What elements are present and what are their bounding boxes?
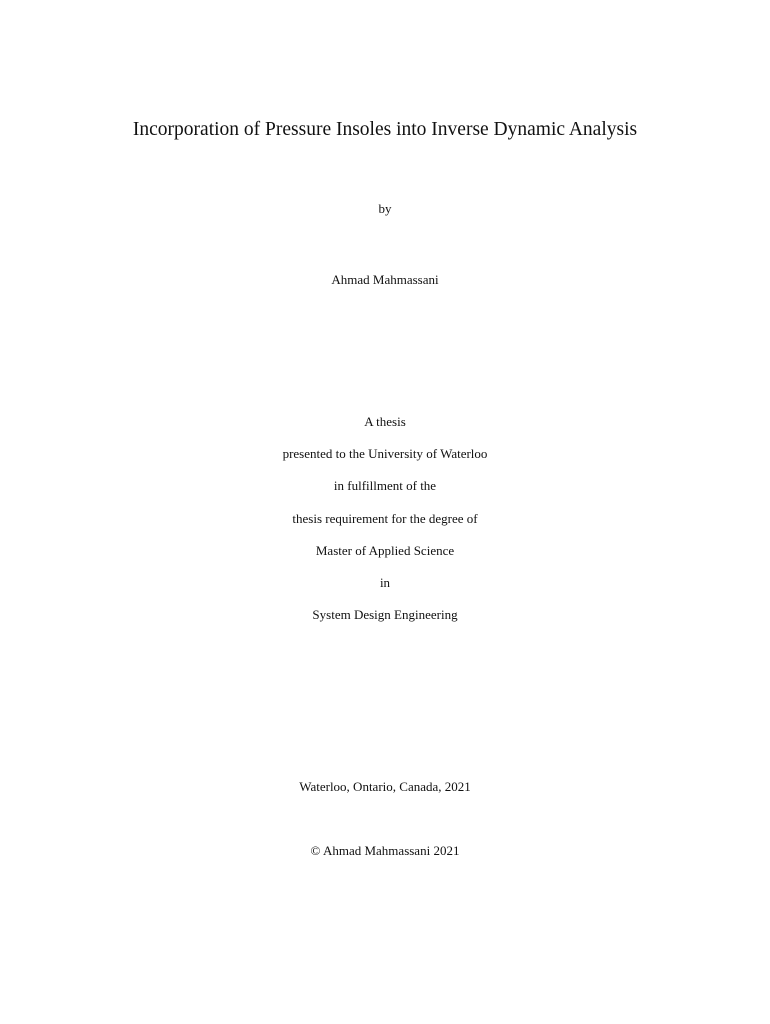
author-name: Ahmad Mahmassani <box>331 272 439 287</box>
place-and-year: Waterloo, Ontario, Canada, 2021 <box>299 779 471 794</box>
department-name: System Design Engineering <box>312 607 458 622</box>
thesis-statement-line: presented to the University of Waterloo <box>282 446 488 461</box>
thesis-statement-line: in <box>379 575 391 590</box>
thesis-statement-line: A thesis <box>364 414 406 429</box>
thesis-title: Incorporation of Pressure Insoles into Inverse Dynamic Analysis <box>132 119 638 140</box>
by-line: by <box>378 201 392 216</box>
thesis-statement-line: in fulfillment of the <box>333 478 437 493</box>
thesis-statement-line: thesis requirement for the degree of <box>292 511 478 526</box>
copyright-notice: © Ahmad Mahmassani 2021 <box>310 843 460 858</box>
degree-name: Master of Applied Science <box>315 543 455 558</box>
